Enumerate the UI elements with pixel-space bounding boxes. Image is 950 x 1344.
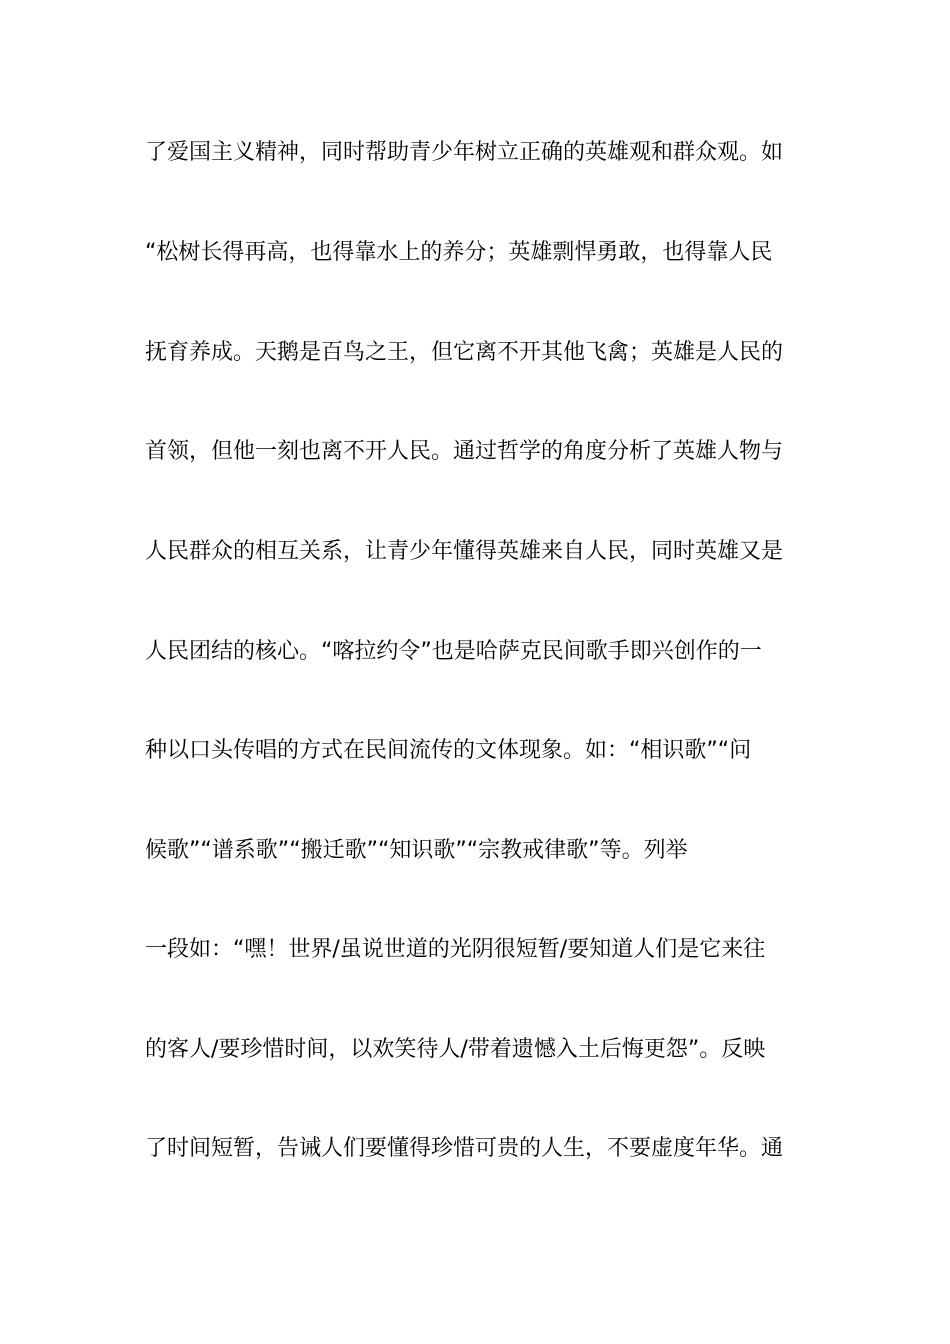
text-line-4: 首领，但他一刻也离不开人民。通过哲学的角度分析了英雄人物与	[145, 439, 784, 464]
text-line-1: 了爱国主义精神，同时帮助青少年树立正确的英雄观和群众观。如	[145, 140, 784, 165]
text-line-6: 人民团结的核心。“喀拉约令”也是哈萨克民间歌手即兴创作的一	[145, 639, 762, 664]
text-line-7: 种以口头传唱的方式在民间流传的文体现象。如：“相识歌”“问	[145, 738, 752, 763]
text-line-3: 抚育养成。天鹅是百鸟之王，但它离不开其他飞禽；英雄是人民的	[145, 340, 784, 365]
text-line-11: 了时间短暂，告诫人们要懂得珍惜可贵的人生，不要虚度年华。通	[145, 1136, 784, 1161]
text-line-2: “松树长得再高，也得靠水上的养分；英雄剽悍勇敢，也得靠人民	[145, 240, 773, 265]
text-line-10: 的客人/要珍惜时间，以欢笑待人/带着遗憾入土后悔更怨”。反映	[145, 1037, 766, 1062]
text-line-5: 人民群众的相互关系，让青少年懂得英雄来自人民，同时英雄又是	[145, 539, 784, 564]
text-line-8: 候歌”“谱系歌”“搬迁歌”“知识歌”“宗教戒律歌”等。列举	[145, 838, 688, 863]
text-line-9: 一段如：“嘿！世界/虽说世道的光阴很短暂/要知道人们是它来往	[145, 937, 766, 962]
